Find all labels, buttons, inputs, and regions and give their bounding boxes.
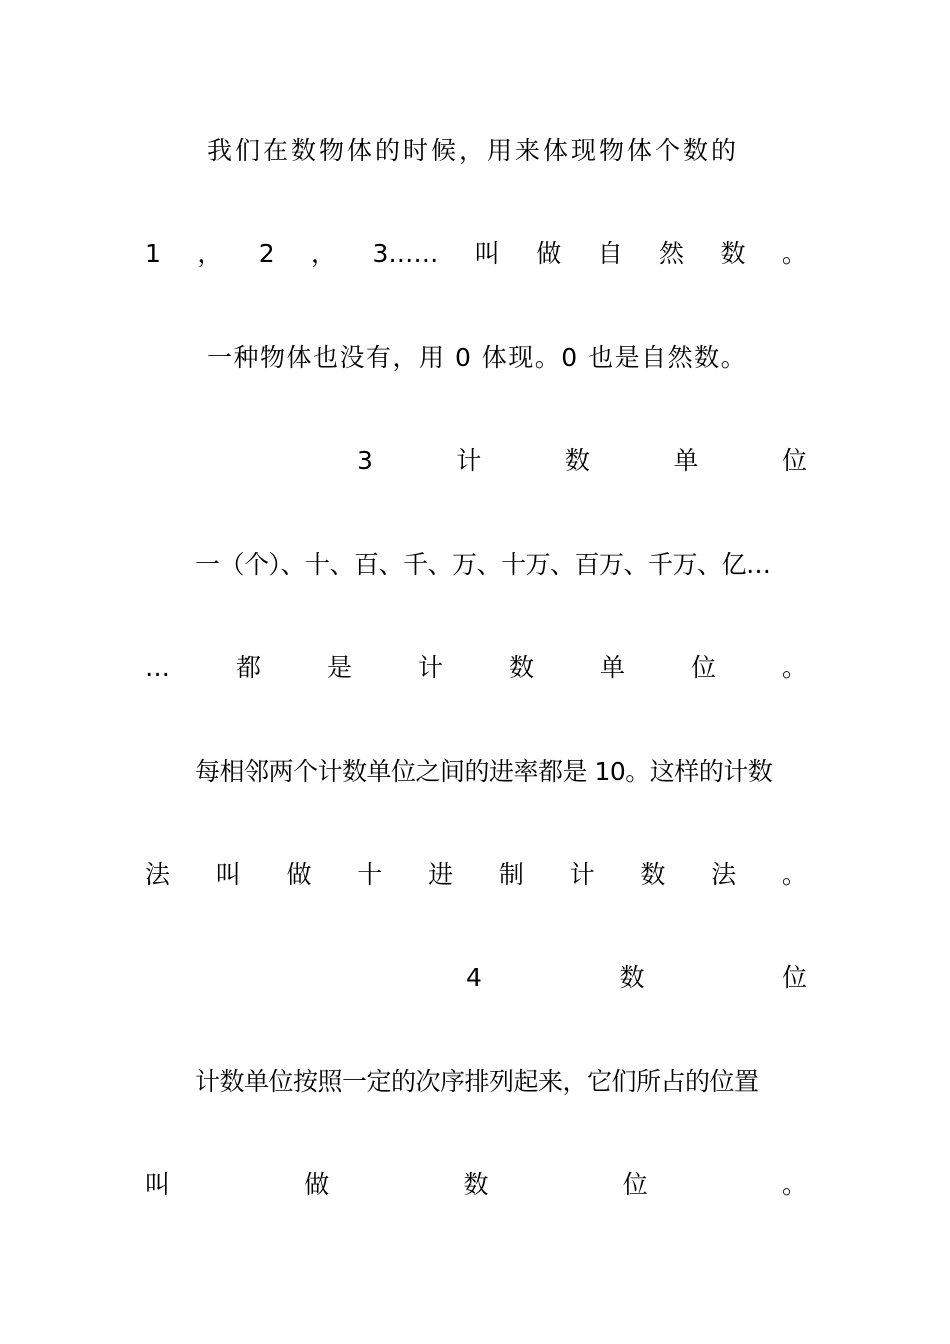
paragraph-places-line1: 计数单位按照一定的次序排列起来，它们所占的位置 <box>195 1067 759 1096</box>
heading-char: 单 <box>673 446 699 475</box>
text-token: ， <box>197 239 223 268</box>
heading-char: 位 <box>781 446 807 475</box>
heading-number: 4 <box>466 963 482 992</box>
text-token: 自 <box>597 239 623 268</box>
paragraph-places-line2 <box>145 1165 807 1205</box>
text-token: 数 <box>463 1170 489 1199</box>
text-token: 。 <box>781 239 807 268</box>
text-token: 十 <box>357 860 383 889</box>
text-token: 2 <box>258 239 275 268</box>
text-token: 3…… <box>372 239 439 268</box>
text-token: ， <box>311 239 337 268</box>
paragraph-units-line1: 一（个）、十、百、千、万、十万、百万、千万、亿… <box>195 550 771 579</box>
text-token: 计 <box>417 653 443 682</box>
text-token: 叫 <box>215 860 241 889</box>
text-token: 进 <box>428 860 454 889</box>
heading-char: 位 <box>781 963 807 992</box>
heading-char: 数 <box>619 963 645 992</box>
paragraph-decimal-line2 <box>145 855 807 895</box>
text-token: 叫 <box>145 1170 171 1199</box>
text-token: 做 <box>286 860 312 889</box>
heading-digit-places <box>466 958 807 998</box>
heading-number: 3 <box>357 446 373 475</box>
text-token: 是 <box>326 653 352 682</box>
paragraph-natural-numbers-line2 <box>145 234 807 274</box>
heading-counting-units <box>357 441 807 481</box>
text-token: 计 <box>569 860 595 889</box>
text-token: 制 <box>498 860 524 889</box>
text-token: 位 <box>690 653 716 682</box>
paragraph-decimal-line1: 每相邻两个计数单位之间的进率都是 10。这样的计数 <box>195 757 773 786</box>
text-token: 。 <box>781 1170 807 1199</box>
text-token: 数 <box>640 860 666 889</box>
text-token: 法 <box>145 860 171 889</box>
text-token: 法 <box>711 860 737 889</box>
paragraph-zero: 一种物体也没有，用 0 体现。0 也是自然数。 <box>207 343 748 372</box>
text-token: 叫 <box>474 239 500 268</box>
heading-char: 计 <box>456 446 482 475</box>
text-token: 做 <box>304 1170 330 1199</box>
text-token: 做 <box>536 239 562 268</box>
text-token: 数 <box>508 653 534 682</box>
text-token: … <box>145 653 170 682</box>
text-token: 然 <box>659 239 685 268</box>
paragraph-natural-numbers-line1: 我们在数物体的时候，用来体现物体个数的 <box>207 136 740 165</box>
text-token: 1 <box>145 239 161 268</box>
text-token: 。 <box>781 653 807 682</box>
text-token: 单 <box>599 653 625 682</box>
text-token: 数 <box>720 239 746 268</box>
text-token: 位 <box>622 1170 648 1199</box>
text-token: 。 <box>781 860 807 889</box>
heading-char: 数 <box>564 446 590 475</box>
paragraph-units-line2 <box>145 648 807 688</box>
text-token: 都 <box>235 653 261 682</box>
